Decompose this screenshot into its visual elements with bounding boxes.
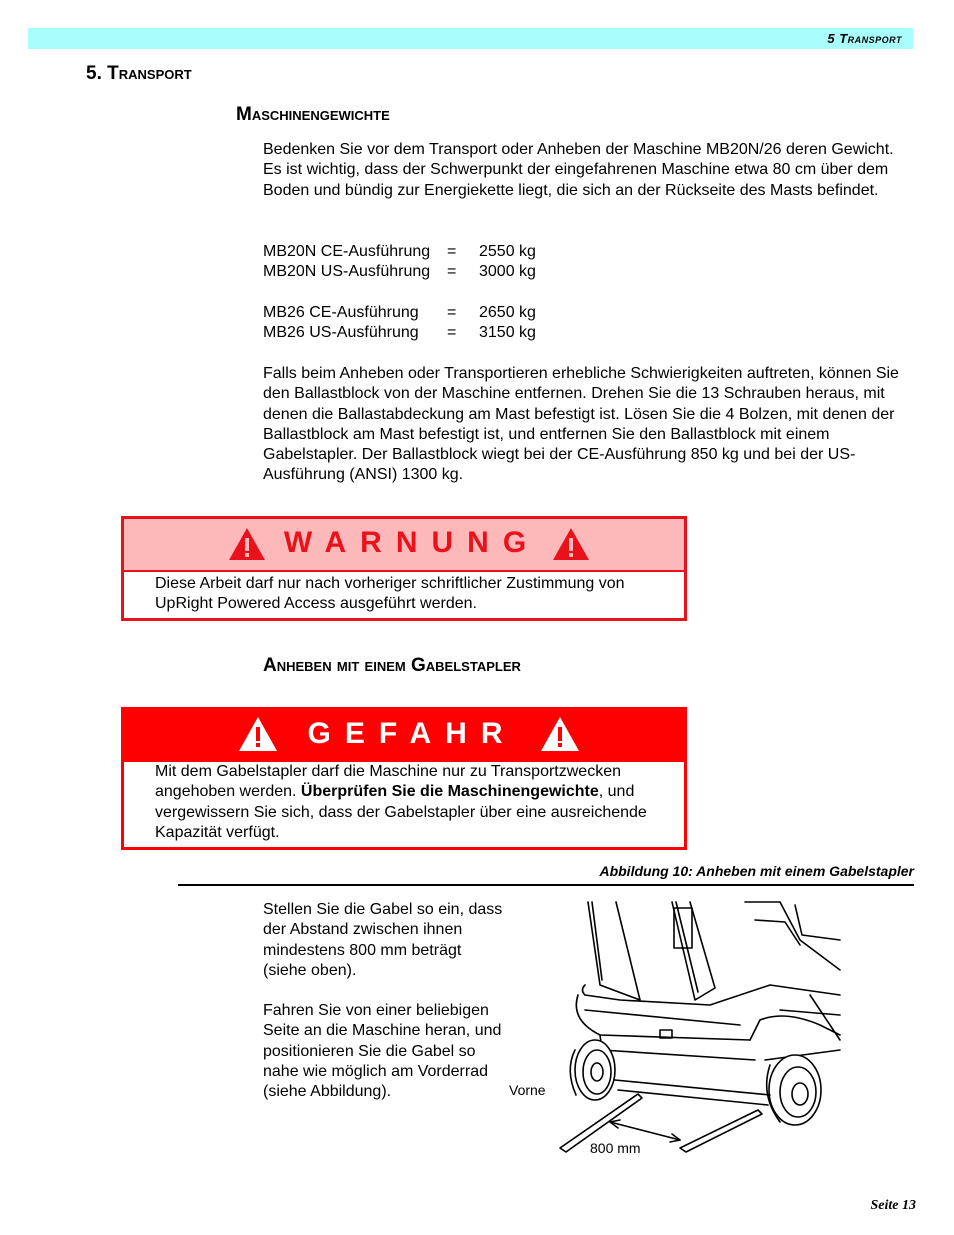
warning-box (121, 516, 687, 621)
weight-value: 3150 kg (479, 324, 536, 341)
danger-title: GEFAHR (307, 717, 517, 750)
warning-triangle-icon (552, 527, 590, 561)
weights-heading: Maschinengewichte (236, 104, 390, 125)
danger-text-part: Mit dem Gabelstapler darf die Maschine nur zu Transportzwecken angehoben werden. (155, 763, 621, 801)
divider (178, 884, 914, 886)
lifting-heading: Anheben mit einem Gabelstapler (263, 655, 521, 676)
warning-title: WARNUNG (283, 526, 541, 559)
weight-model: MB26 US-Ausführung (263, 324, 419, 341)
weight-eq: = (447, 304, 457, 321)
ballast-paragraph: Falls beim Anheben oder Transportieren erhebliche Schwierigkeiten auftreten, können Sie den Ballastblock von der Maschine entfernen. Drehen Sie die 13 Schrauben heraus, mit denen die Ballastabdeckung am Mast befestigt ist. Lösen Sie die 4 Bolzen, mit denen der Ballastblock am Mast befestigt ist, und entfernen Sie den Ballastblock mit einem Gabelstapler. Der Ballastblock wiegt bei der CE-Ausführung 850 kg und bei der US-Ausführung (ANSI) 1300 kg. (263, 365, 899, 484)
danger-text (155, 762, 680, 843)
forklift-illustration (540, 900, 850, 1155)
danger-triangle-icon (540, 716, 580, 752)
warning-text: Diese Arbeit darf nur nach vorheriger schriftlicher Zustimmung von UpRight Powered Access ausgeführt werden. (155, 575, 625, 613)
weight-model: MB20N CE-Ausführung (263, 243, 431, 260)
page-number: Seite 13 (870, 1198, 916, 1213)
header-bar (28, 28, 913, 49)
label-distance: 800 mm (590, 1140, 641, 1156)
weight-eq: = (447, 324, 457, 341)
running-title: 5 Transport (827, 31, 902, 46)
section-title: 5. Transport (86, 63, 192, 84)
weight-eq: = (447, 263, 457, 280)
weight-eq: = (447, 243, 457, 260)
danger-box (121, 707, 687, 850)
danger-header (124, 710, 684, 762)
danger-text-emphasis: Überprüfen Sie die Maschinengewichte (300, 783, 599, 801)
warning-header (124, 519, 684, 572)
instruction-2: Fahren Sie von einer beliebigen Seite an die Maschine heran, und positionieren Sie die Gabel so nahe wie möglich am Vorderrad (siehe Abbildung). (263, 1002, 502, 1101)
weight-model: MB26 CE-Ausführung (263, 304, 419, 321)
figure-caption: Abbildung 10: Anheben mit einem Gabelstapler (599, 863, 914, 879)
weight-value: 3000 kg (479, 263, 536, 280)
weight-model: MB20N US-Ausführung (263, 263, 431, 280)
weight-value: 2650 kg (479, 304, 536, 321)
instruction-1: Stellen Sie die Gabel so ein, dass der Abstand zwischen ihnen mindestens 800 mm beträgt (siehe oben). (263, 901, 503, 979)
weights-intro: Bedenken Sie vor dem Transport oder Anheben der Maschine MB20N/26 deren Gewicht. Es ist wichtig, dass der Schwerpunkt der eingefahrenen Maschine etwa 80 cm über dem Boden und bündig zur Energiekette liegt, die sich an der Rückseite des Masts befindet. (263, 141, 894, 199)
weight-value: 2550 kg (479, 243, 536, 260)
danger-text-part: , und vergewissern Sie sich, dass der Gabelstapler über eine ausreichende Kapazität verfügt. (155, 783, 647, 841)
label-front: Vorne (509, 1082, 546, 1098)
